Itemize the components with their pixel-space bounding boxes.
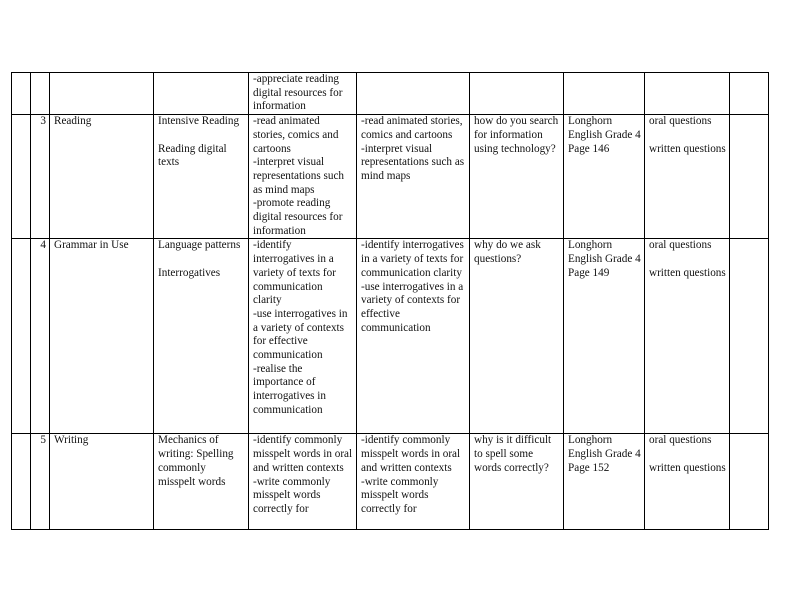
table-row	[12, 434, 769, 530]
lesson-cell	[12, 239, 31, 434]
sub-strand-cell	[154, 73, 249, 115]
inquiry-cell: why do we ask questions?	[470, 239, 564, 434]
strand-cell: Reading	[50, 115, 154, 239]
table-row	[12, 73, 769, 115]
resources-cell	[564, 73, 645, 115]
assessment-text: written questions	[649, 142, 726, 155]
lesson-cell	[12, 434, 31, 530]
assessment-text: oral questions	[649, 239, 712, 252]
sub-strand-text: Intensive Reading	[158, 115, 240, 128]
assessment-text: oral questions	[649, 115, 712, 128]
inquiry-cell: why is it difficult to spell some words correctly?	[470, 434, 564, 530]
sub-strand-cell	[154, 434, 249, 530]
experience-text: -interpret visual representations such as mind maps	[361, 142, 465, 182]
lesson-cell	[12, 115, 31, 239]
outcomes-cell	[249, 115, 357, 239]
strand-cell: Grammar in Use	[50, 239, 154, 434]
outcomes-cell	[249, 73, 357, 115]
week-cell: 4	[31, 239, 50, 434]
outcome-text: -realise the importance of interrogatives in communication	[253, 362, 327, 416]
experience-text: -read animated stories, comics and cartoons	[361, 115, 463, 141]
lesson-cell	[12, 73, 31, 115]
week-cell: 3	[31, 115, 50, 239]
assessment-text: oral questions	[649, 434, 712, 447]
sub-strand-text: Mechanics of writing: Spelling commonly misspelt words	[158, 434, 234, 488]
inquiry-cell	[470, 73, 564, 115]
experiences-cell	[357, 115, 470, 239]
sub-strand-cell	[154, 239, 249, 434]
week-cell: 5	[31, 434, 50, 530]
reflection-cell	[730, 239, 769, 434]
assessment-text: written questions	[649, 266, 726, 279]
experience-text: -use interrogatives in a variety of contexts for effective communication	[361, 280, 464, 334]
resources-cell: Longhorn English Grade 4 Page 149	[564, 239, 645, 434]
assessment-cell	[645, 73, 730, 115]
reflection-cell	[730, 73, 769, 115]
outcomes-cell	[249, 239, 357, 434]
sub-strand-text: Reading digital texts	[158, 142, 227, 169]
outcome-text: -appreciate reading digital resources for information	[253, 73, 343, 113]
table-row	[12, 239, 769, 434]
resources-cell: Longhorn English Grade 4 Page 152	[564, 434, 645, 530]
experience-text: -write commonly misspelt words correctly for	[361, 475, 439, 515]
assessment-text: written questions	[649, 461, 726, 474]
scheme-of-work-table	[11, 72, 769, 530]
assessment-cell	[645, 239, 730, 434]
strand-cell: Writing	[50, 434, 154, 530]
outcome-text: -use interrogatives in a variety of contexts for effective communication	[253, 307, 348, 362]
outcome-text: -read animated stories, comics and cartoons	[253, 115, 339, 155]
sub-strand-text: Interrogatives	[158, 266, 221, 279]
week-cell	[31, 73, 50, 115]
outcome-text: -interpret visual representations such as mind maps	[253, 156, 345, 196]
assessment-cell	[645, 115, 730, 239]
outcome-text: -promote reading digital resources for information	[253, 197, 343, 237]
experience-text: -identify interrogatives in a variety of texts for communication clarity	[361, 239, 464, 279]
outcome-text: -identify commonly misspelt words in oral and written contexts	[253, 434, 353, 474]
sub-strand-cell	[154, 115, 249, 239]
reflection-cell	[730, 115, 769, 239]
strand-cell	[50, 73, 154, 115]
experience-text: -identify commonly misspelt words in oral and written contexts	[361, 434, 461, 474]
table-row	[12, 115, 769, 239]
assessment-cell	[645, 434, 730, 530]
outcome-text: -write commonly misspelt words correctly for	[253, 475, 331, 515]
reflection-cell	[730, 434, 769, 530]
resources-cell: Longhorn English Grade 4 Page 146	[564, 115, 645, 239]
inquiry-cell: how do you search for information using technology?	[470, 115, 564, 239]
experiences-cell	[357, 434, 470, 530]
sub-strand-text: Language patterns	[158, 239, 241, 252]
outcome-text: -identify interrogatives in a variety of texts for communication clarity	[253, 239, 336, 307]
outcomes-cell	[249, 434, 357, 530]
experiences-cell	[357, 73, 470, 115]
experiences-cell	[357, 239, 470, 434]
